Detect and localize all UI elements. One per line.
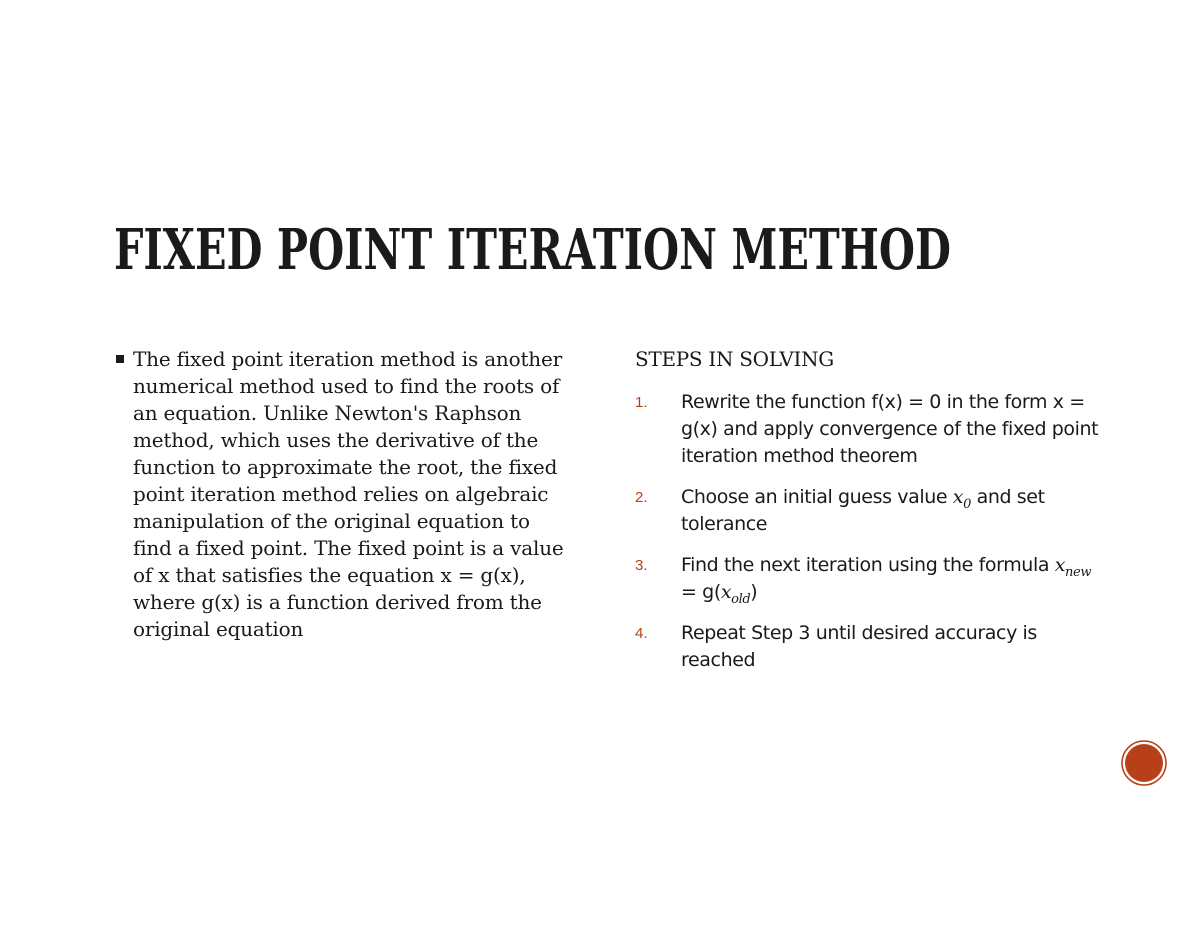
square-bullet-icon bbox=[116, 355, 124, 363]
math-variable bbox=[952, 486, 971, 512]
step-number: 2. bbox=[635, 489, 648, 506]
slide-badge-icon[interactable] bbox=[1121, 740, 1167, 786]
step-item-4 bbox=[635, 620, 1105, 674]
slide-title: FIXED POINT ITERATION METHOD bbox=[114, 217, 951, 283]
math-variable bbox=[1054, 554, 1092, 580]
step-text-part: Find the next iteration using the formula bbox=[681, 554, 1055, 576]
bullet-item bbox=[116, 346, 586, 643]
steps-heading: STEPS IN SOLVING bbox=[635, 347, 834, 371]
step-text-part: ) bbox=[750, 581, 758, 603]
step-text-part: Choose an initial guess value bbox=[681, 486, 953, 508]
steps-column bbox=[635, 346, 1105, 688]
step-text-part: and set tolerance bbox=[681, 486, 1045, 535]
math-symbol: x bbox=[952, 486, 964, 508]
math-symbol: x bbox=[720, 581, 732, 603]
math-variable bbox=[720, 581, 751, 607]
step-item-3 bbox=[635, 552, 1105, 606]
math-subscript: 0 bbox=[963, 496, 971, 512]
step-number: 4. bbox=[635, 625, 648, 642]
step-text bbox=[681, 552, 1101, 606]
description-column bbox=[116, 346, 586, 643]
step-text: Rewrite the function f(x) = 0 in the form x = g(x) and apply convergence of the fixed point iteration method theorem bbox=[681, 391, 1099, 467]
math-subscript: old bbox=[731, 591, 751, 607]
step-text bbox=[681, 484, 1101, 538]
step-text: Repeat Step 3 until desired accuracy is reached bbox=[681, 622, 1037, 671]
description-paragraph: The fixed point iteration method is another numerical method used to find the roots of an equation. Unlike Newton's Raphson method, which uses the derivative of the function to approximate the root, the fixed point iteration method relies on algebraic manipulation of the original equation to find a fixed point. The fixed point is a value of x that satisfies the equation x = g(x), where g(x) is a function derived from the original equation bbox=[133, 347, 564, 641]
math-symbol: x bbox=[1054, 554, 1066, 576]
step-item-2 bbox=[635, 484, 1105, 538]
step-number: 3. bbox=[635, 557, 648, 574]
math-subscript: new bbox=[1065, 564, 1092, 580]
step-item-1 bbox=[635, 389, 1105, 470]
step-text-part: = g( bbox=[681, 581, 721, 603]
step-number: 1. bbox=[635, 394, 648, 411]
